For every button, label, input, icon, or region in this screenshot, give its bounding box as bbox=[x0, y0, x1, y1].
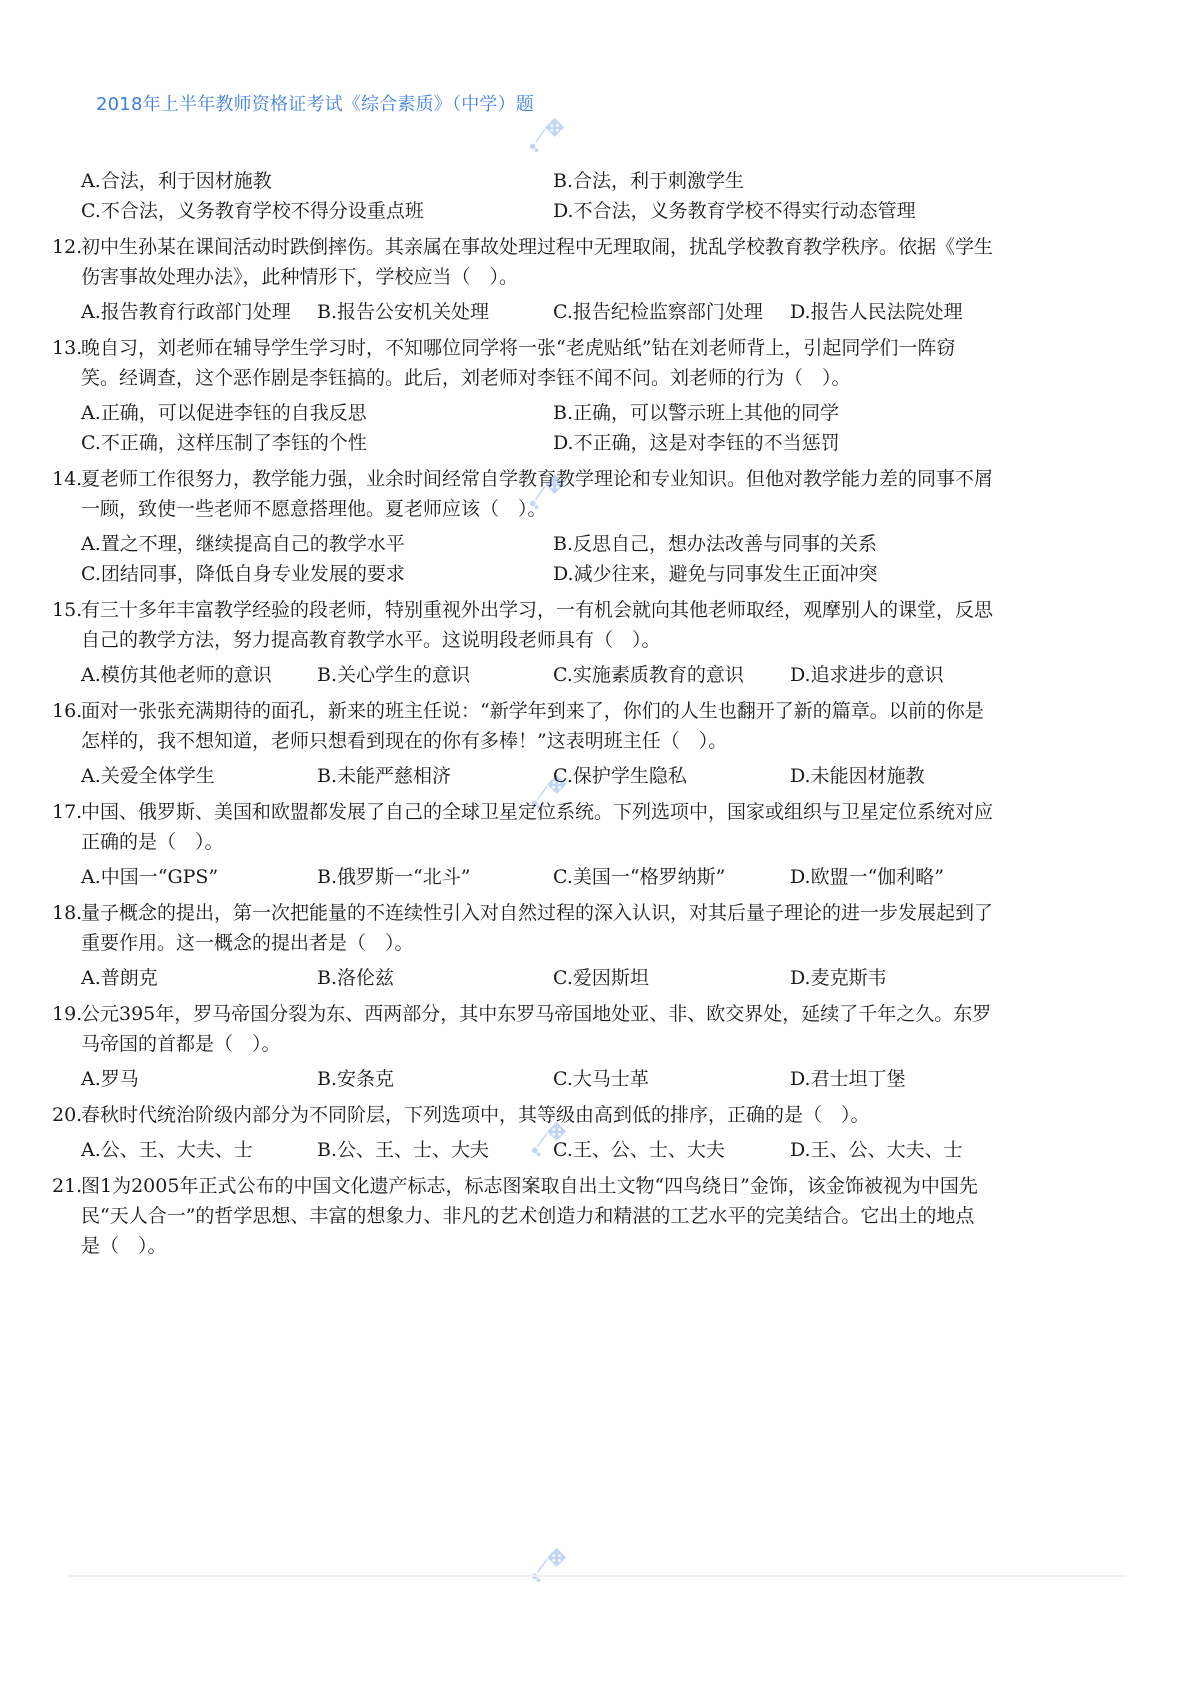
question-text-line: 公元395年，罗马帝国分裂为东、西两部分，其中东罗马帝国地处亚、非、欧交界处，延续了千年之久。东罗 bbox=[81, 1003, 992, 1025]
question-text-line: 量子概念的提出，第一次把能量的不连续性引入对自然过程的深入认识，对其后量子理论的进一步发展起到了 bbox=[81, 902, 994, 924]
option-b: B.关心学生的意识 bbox=[317, 664, 471, 686]
question-text-line: 夏老师工作很努力，教学能力强，业余时间经常自学教育教学理论和专业知识。但他对教学能力差的同事不屑 bbox=[81, 468, 994, 490]
option-row bbox=[0, 963, 1189, 993]
prev-question-options bbox=[0, 166, 1189, 226]
question-17 bbox=[0, 797, 1021, 857]
option-row bbox=[0, 529, 1189, 559]
option-c: C.不合法，义务教育学校不得分设重点班 bbox=[81, 200, 424, 222]
question-number: 16. bbox=[52, 700, 83, 722]
question-text-line: 重要作用。这一概念的提出者是（ ）。 bbox=[81, 932, 414, 954]
option-row bbox=[0, 166, 1189, 196]
question-19-options bbox=[0, 1064, 1189, 1094]
option-row bbox=[0, 761, 1189, 791]
option-b: B.报告公安机关处理 bbox=[317, 301, 490, 323]
option-a: A.关爱全体学生 bbox=[81, 765, 215, 787]
question-16 bbox=[0, 696, 1021, 756]
question-number: 18. bbox=[52, 902, 83, 924]
question-number: 20. bbox=[52, 1104, 83, 1126]
question-15 bbox=[0, 595, 1021, 655]
option-a: A.置之不理，继续提高自己的教学水平 bbox=[81, 533, 405, 555]
option-b: B.安条克 bbox=[317, 1068, 395, 1090]
option-a: A.普朗克 bbox=[81, 967, 158, 989]
option-row bbox=[0, 660, 1189, 690]
question-number: 17. bbox=[52, 801, 83, 823]
question-text-line: 面对一张张充满期待的面孔，新来的班主任说：“新学年到来了，你们的人生也翻开了新的篇章。以前的你是 bbox=[81, 700, 984, 722]
question-number: 14. bbox=[52, 468, 83, 490]
question-text-line: 笑。经调查，这个恶作剧是李钰搞的。此后，刘老师对李钰不闻不问。刘老师的行为（ ）。 bbox=[81, 367, 851, 389]
option-b: B.反思自己，想办法改善与同事的关系 bbox=[553, 533, 878, 555]
option-b: B.洛伦兹 bbox=[317, 967, 395, 989]
question-text-line: 初中生孙某在课间活动时跌倒摔伤。其亲属在事故处理过程中无理取闹，扰乱学校教育教学秩序。依据《学生 bbox=[81, 236, 994, 258]
question-20 bbox=[0, 1100, 1021, 1130]
kite-logo-icon bbox=[528, 116, 566, 154]
option-d: D.麦克斯韦 bbox=[790, 967, 887, 989]
question-14 bbox=[0, 464, 1021, 524]
question-13-options bbox=[0, 398, 1189, 458]
question-text-line: 正确的是（ ）。 bbox=[81, 831, 224, 853]
question-number: 12. bbox=[52, 236, 83, 258]
kite-logo-icon bbox=[530, 1546, 568, 1584]
exam-content bbox=[0, 166, 1189, 1261]
option-c: C.保护学生隐私 bbox=[553, 765, 687, 787]
question-text-line: 春秋时代统治阶级内部分为不同阶层，下列选项中，其等级由高到低的排序，正确的是（ ）。 bbox=[81, 1104, 870, 1126]
option-a: A.报告教育行政部门处理 bbox=[81, 301, 291, 323]
question-number: 15. bbox=[52, 599, 83, 621]
question-text-line: 怎样的，我不想知道，老师只想看到现在的你有多棒！”这表明班主任（ ）。 bbox=[81, 730, 728, 752]
option-row bbox=[0, 1064, 1189, 1094]
question-20-options bbox=[0, 1135, 1189, 1165]
option-c: C.王、公、士、大夫 bbox=[553, 1139, 725, 1161]
option-c: C.报告纪检监察部门处理 bbox=[553, 301, 763, 323]
option-d: D.王、公、大夫、士 bbox=[790, 1139, 963, 1161]
question-19 bbox=[0, 999, 1021, 1059]
question-text-line: 自己的教学方法，努力提高教育教学水平。这说明段老师具有（ ）。 bbox=[81, 629, 661, 651]
option-a: A.公、王、大夫、士 bbox=[81, 1139, 253, 1161]
question-text-line: 伤害事故处理办法》，此种情形下，学校应当（ ）。 bbox=[81, 266, 519, 288]
question-15-options bbox=[0, 660, 1189, 690]
option-d: D.追求进步的意识 bbox=[790, 664, 944, 686]
option-d: D.不合法，义务教育学校不得实行动态管理 bbox=[553, 200, 916, 222]
question-18 bbox=[0, 898, 1021, 958]
option-row bbox=[0, 428, 1189, 458]
option-a: A.模仿其他老师的意识 bbox=[81, 664, 272, 686]
option-d: D.君士坦丁堡 bbox=[790, 1068, 906, 1090]
option-b: B.公、王、士、大夫 bbox=[317, 1139, 490, 1161]
option-b: B.俄罗斯一“北斗” bbox=[317, 866, 471, 888]
question-text-line: 晚自习，刘老师在辅导学生学习时，不知哪位同学将一张“老虎贴纸”钻在刘老师背上，引起同学们一阵窃 bbox=[81, 337, 956, 359]
question-18-options bbox=[0, 963, 1189, 993]
option-c: C.美国一“格罗纳斯” bbox=[553, 866, 726, 888]
option-d: D.不正确，这是对李钰的不当惩罚 bbox=[553, 432, 840, 454]
footer-divider bbox=[68, 1575, 1126, 1577]
option-row bbox=[0, 1135, 1189, 1165]
option-a: A.合法，利于因材施教 bbox=[81, 170, 272, 192]
question-text-line: 中国、俄罗斯、美国和欧盟都发展了自己的全球卫星定位系统。下列选项中，国家或组织与卫星定位系统对应 bbox=[81, 801, 994, 823]
question-21 bbox=[0, 1171, 1021, 1261]
question-text-line: 民“天人合一”的哲学思想、丰富的想象力、非凡的艺术创造力和精湛的工艺水平的完美结合。它出土的地点 bbox=[81, 1205, 975, 1227]
question-text-line: 图1为2005年正式公布的中国文化遗产标志，标志图案取自出土文物“四鸟绕日”金饰，该金饰被视为中国先 bbox=[81, 1175, 978, 1197]
question-12-options bbox=[0, 297, 1189, 327]
option-b: B.未能严慈相济 bbox=[317, 765, 452, 787]
option-row bbox=[0, 559, 1189, 589]
question-17-options bbox=[0, 862, 1189, 892]
question-text-line: 是（ ）。 bbox=[81, 1235, 167, 1257]
option-a: A.中国一“GPS” bbox=[81, 866, 219, 888]
option-a: A.正确，可以促进李钰的自我反思 bbox=[81, 402, 367, 424]
question-text-line: 有三十多年丰富教学经验的段老师，特别重视外出学习，一有机会就向其他老师取经，观摩别人的课堂，反思 bbox=[81, 599, 994, 621]
question-12 bbox=[0, 232, 1021, 292]
option-c: C.团结同事，降低自身专业发展的要求 bbox=[81, 563, 405, 585]
question-number: 21. bbox=[52, 1175, 83, 1197]
question-14-options bbox=[0, 529, 1189, 589]
question-text-line: 一顾，致使一些老师不愿意搭理他。夏老师应该（ ）。 bbox=[81, 498, 547, 520]
page-title: 2018年上半年教师资格证考试《综合素质》（中学）题 bbox=[96, 94, 535, 115]
question-number: 13. bbox=[52, 337, 83, 359]
question-number: 19. bbox=[52, 1003, 83, 1025]
option-c: C.实施素质教育的意识 bbox=[553, 664, 744, 686]
option-b: B.合法，利于刺激学生 bbox=[553, 170, 745, 192]
option-c: C.不正确，这样压制了李钰的个性 bbox=[81, 432, 367, 454]
question-16-options bbox=[0, 761, 1189, 791]
option-row bbox=[0, 398, 1189, 428]
question-text-line: 马帝国的首都是（ ）。 bbox=[81, 1033, 281, 1055]
option-row bbox=[0, 297, 1189, 327]
option-a: A.罗马 bbox=[81, 1068, 139, 1090]
option-c: C.爱因斯坦 bbox=[553, 967, 649, 989]
option-row bbox=[0, 862, 1189, 892]
option-c: C.大马士革 bbox=[553, 1068, 649, 1090]
option-d: D.欧盟一“伽利略” bbox=[790, 866, 945, 888]
option-d: D.报告人民法院处理 bbox=[790, 301, 963, 323]
option-d: D.减少往来，避免与同事发生正面冲突 bbox=[553, 563, 878, 585]
option-b: B.正确，可以警示班上其他的同学 bbox=[553, 402, 840, 424]
question-13 bbox=[0, 333, 1021, 393]
option-d: D.未能因材施教 bbox=[790, 765, 925, 787]
option-row bbox=[0, 196, 1189, 226]
